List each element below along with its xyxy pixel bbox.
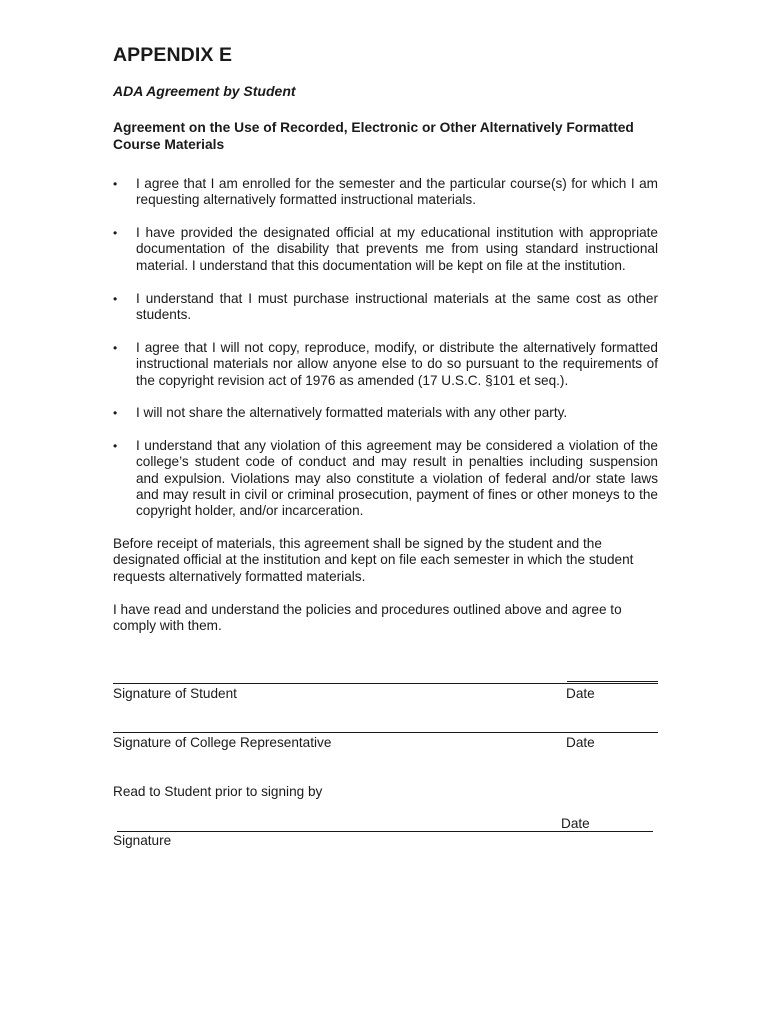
agreement-term <box>113 176 658 209</box>
reader-date-label: Date <box>561 816 590 831</box>
agreement-term-text: I agree that I am enrolled for the semester and the particular course(s) for which I am requesting alternatively formatted instructional materials. <box>136 176 658 208</box>
receipt-paragraph: Before receipt of materials, this agreement shall be signed by the student and the designated official at the institution and kept on file each semester in which the student requests alternatively formatted materials. <box>113 536 634 584</box>
bullet-icon: • <box>113 226 118 240</box>
agreement-term-text: I will not share the alternatively formatted materials with any other party. <box>136 405 568 420</box>
reader-signature-line[interactable] <box>117 831 653 832</box>
acknowledgement-paragraph: I have read and understand the policies and procedures outlined above and agree to comply with them. <box>113 602 622 634</box>
read-to-student-label: Read to Student prior to signing by <box>113 784 323 799</box>
agreement-term <box>113 405 658 421</box>
student-date-line-extension <box>567 681 658 682</box>
agreement-term <box>113 291 658 324</box>
student-signature-line[interactable] <box>113 683 658 684</box>
agreement-term <box>113 340 658 389</box>
document-subtitle: ADA Agreement by Student <box>113 83 296 99</box>
reader-signature-label: Signature <box>113 833 172 848</box>
college-representative-signature-line[interactable] <box>113 732 658 733</box>
student-signature-label: Signature of Student <box>113 686 237 701</box>
agreement-term-text: I agree that I will not copy, reproduce, modify, or distribute the alternatively formatted instructional materials nor allow anyone else to do so pursuant to the requirements of the copyright revision act of 1976 as amended (17 U.S.C. §101 et seq.). <box>136 340 658 388</box>
college-representative-date-label: Date <box>566 735 595 750</box>
agreement-term-text: I understand that any violation of this agreement may be considered a violation of the college’s student code of conduct and may result in penalties including suspension and expulsion. Violations may also constitute a violation of federal and/or state laws and may result in civil or criminal prosecution, payment of fines or other moneys to the copyright holder, and/or incarceration. <box>136 438 658 519</box>
agreement-term-text: I understand that I must purchase instructional materials at the same cost as other students. <box>136 291 658 323</box>
student-date-label: Date <box>566 686 595 701</box>
agreement-term-text: I have provided the designated official at my educational institution with appropriate documentation of the disability that prevents me from using standard instructional material. I understand that this documentation will be kept on file at the institution. <box>136 225 658 273</box>
bullet-icon: • <box>113 406 118 420</box>
bullet-icon: • <box>113 439 118 453</box>
bullet-icon: • <box>113 177 118 191</box>
agreement-term <box>113 438 658 519</box>
agreement-heading: Agreement on the Use of Recorded, Electronic or Other Alternatively Formatted Course Materials <box>113 120 634 152</box>
college-representative-signature-label: Signature of College Representative <box>113 735 332 750</box>
bullet-icon: • <box>113 341 118 355</box>
appendix-title: APPENDIX E <box>113 44 233 66</box>
agreement-term <box>113 225 658 274</box>
bullet-icon: • <box>113 292 118 306</box>
